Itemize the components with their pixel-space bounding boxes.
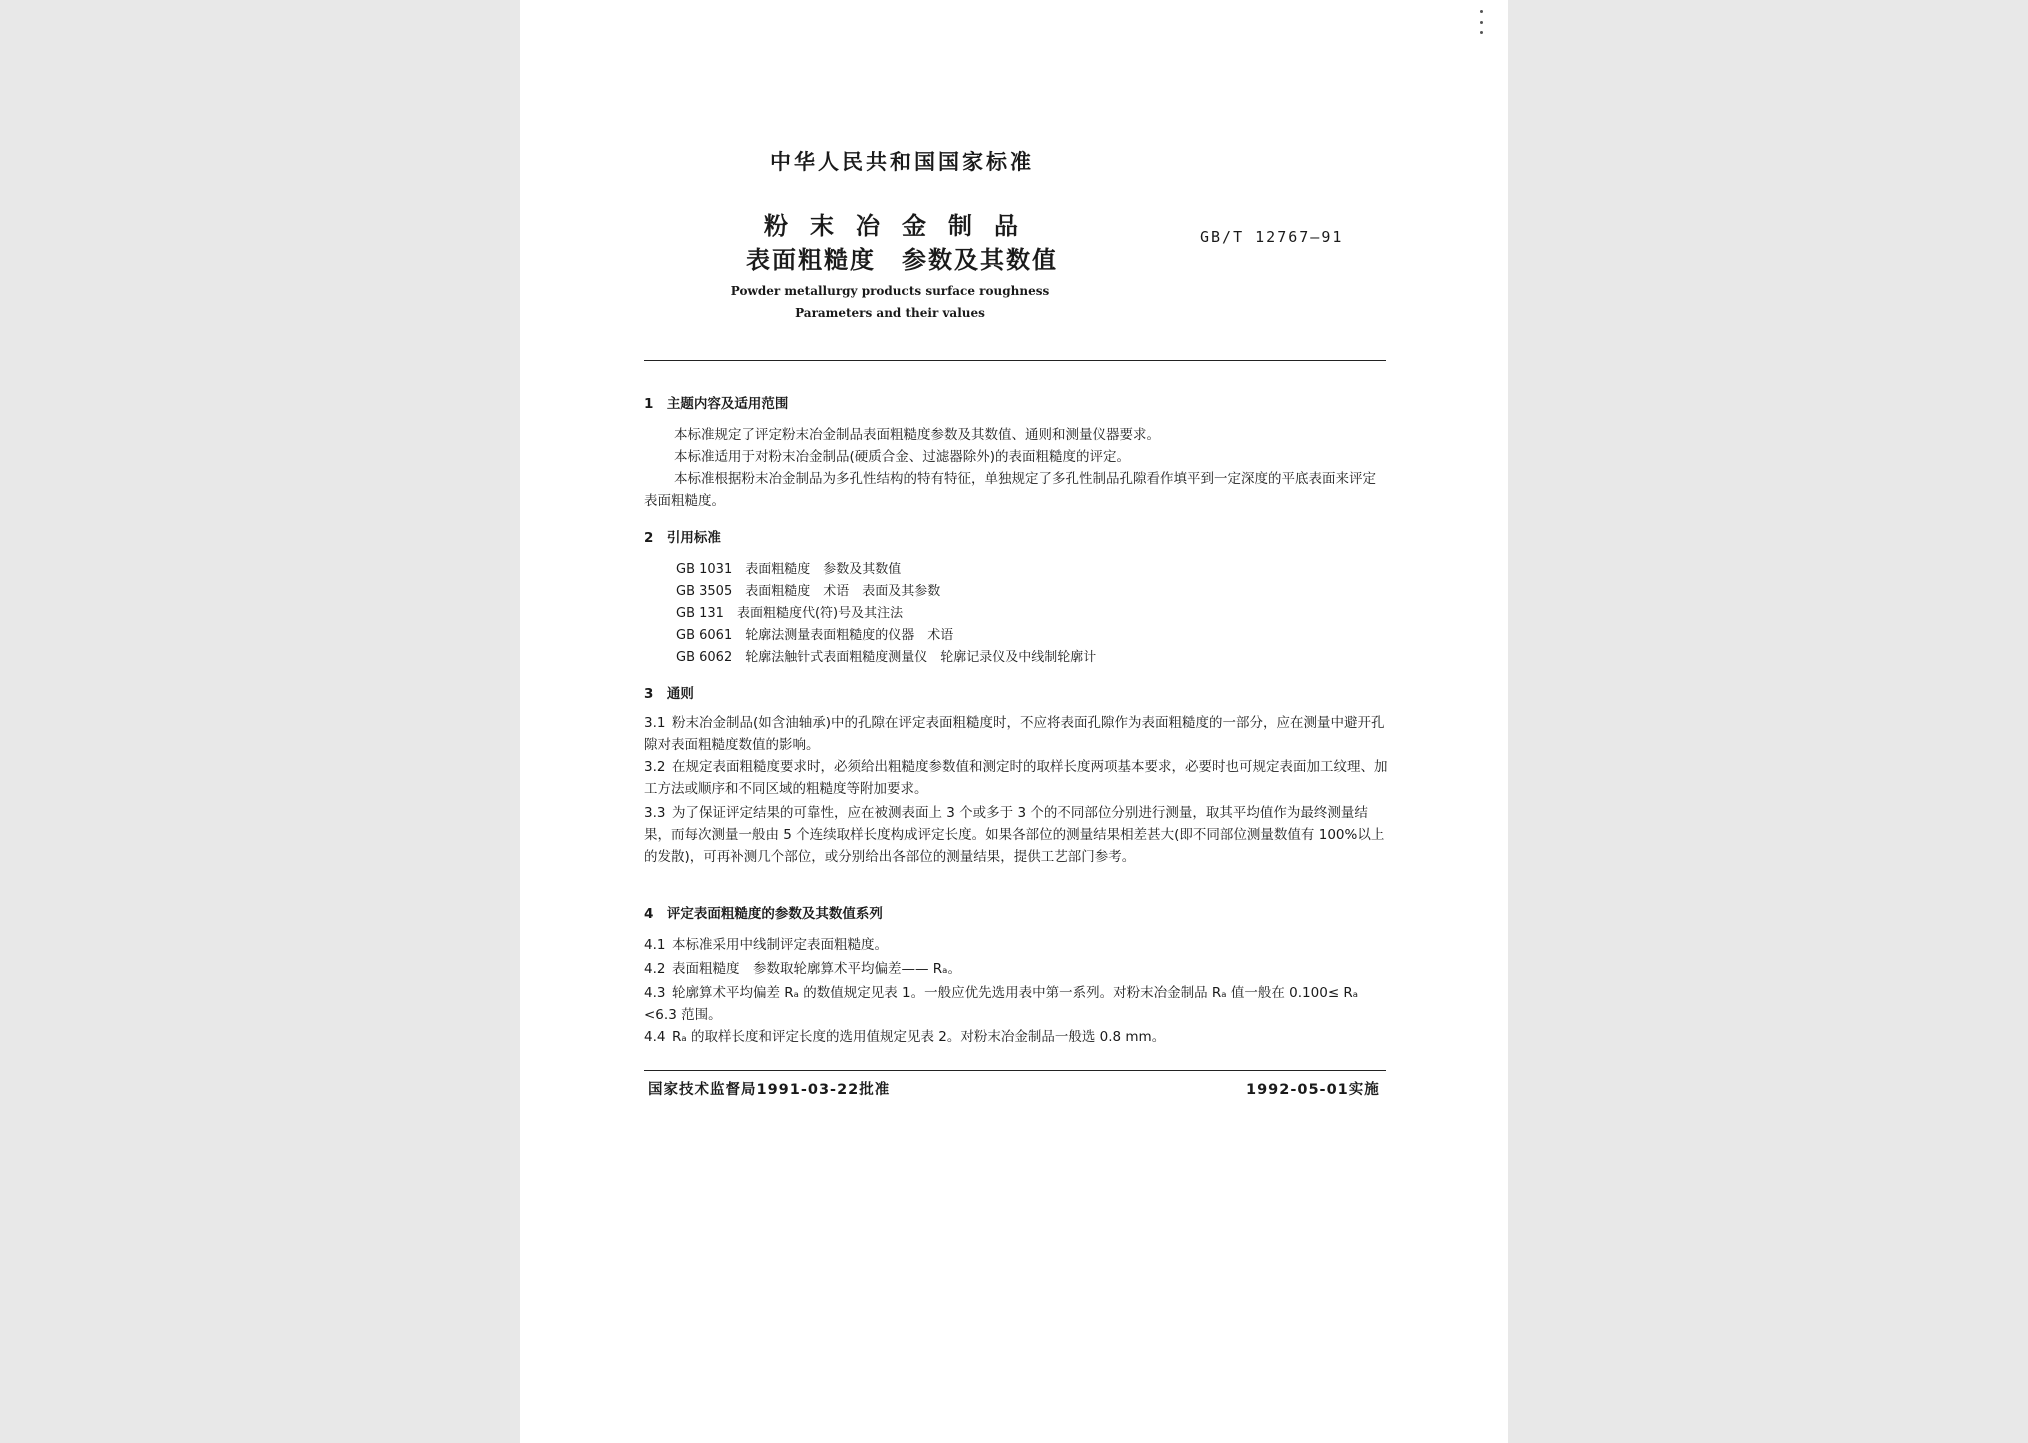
- section-4-heading: 4 评定表面粗糙度的参数及其数值系列: [644, 906, 883, 922]
- clause-4-2: [644, 958, 1388, 980]
- english-title-line1: Powder metallurgy products surface roughness: [730, 284, 1050, 298]
- approval-date: 国家技术监督局1991-03-22批准: [648, 1082, 891, 1098]
- clause-4-4: [644, 1026, 1388, 1048]
- section-1-paragraph-1: 本标准规定了评定粉末冶金制品表面粗糙度参数及其数值、通则和测量仪器要求。: [674, 427, 1160, 443]
- clause-text: 为了保证评定结果的可靠性，应在被测表面上 3 个或多于 3 个的不同部位分别进行测量，取其平均值作为最终测量结果，而每次测量一般由 5 个连续取样长度构成评定长度。如果各部位的测量结果相差甚大(即不同部位测量数值有 100%以上的发散)，可再补测几个部位，或分别给出各部位的测量结果，提供工艺部门参考。: [644, 805, 1385, 865]
- clause-number: 3.2: [644, 759, 666, 775]
- clause-3-2: [644, 756, 1388, 800]
- section-1-heading: 1 主题内容及适用范围: [644, 396, 789, 412]
- clause-text: 表面粗糙度 参数取轮廓算术平均偏差—— Rₐ。: [672, 961, 961, 977]
- clause-number: 3.3: [644, 805, 666, 821]
- reference-item: GB 1031 表面粗糙度 参数及其数值: [676, 562, 902, 577]
- clause-3-3: [644, 802, 1388, 868]
- footer-divider: [644, 1070, 1386, 1071]
- reference-item: GB 6061 轮廓法测量表面粗糙度的仪器 术语: [676, 628, 954, 643]
- clause-number: 3.1: [644, 715, 666, 731]
- clause-number: 4.4: [644, 1029, 666, 1045]
- english-title-line2: Parameters and their values: [795, 306, 985, 320]
- section-3-heading: 3 通则: [644, 686, 694, 702]
- header-divider: [644, 360, 1386, 361]
- more-options-icon[interactable]: [1474, 10, 1488, 34]
- standard-number: GB/T 12767—91: [1200, 228, 1344, 246]
- implementation-date: 1992-05-01实施: [1246, 1082, 1380, 1098]
- clause-4-1: [644, 934, 1388, 956]
- section-1-paragraph-3: 本标准根据粉末冶金制品为多孔性结构的特有特征，单独规定了多孔性制品孔隙看作填平到一定深度的平底表面来评定表面粗糙度。: [644, 471, 1376, 509]
- clause-4-3: [644, 982, 1388, 1026]
- reference-item: GB 131 表面粗糙度代(符)号及其注法: [676, 606, 904, 621]
- document-title-line1: 粉末冶金制品: [764, 212, 1040, 240]
- section-2-heading: 2 引用标准: [644, 530, 721, 546]
- national-standard-header: 中华人民共和国国家标准: [770, 150, 1034, 174]
- clause-text: 轮廓算术平均偏差 Rₐ 的数值规定见表 1。一般应优先选用表中第一系列。对粉末冶金制品 Rₐ 值一般在 0.100≤ Rₐ <6.3 范围。: [644, 985, 1359, 1023]
- clause-text: 本标准采用中线制评定表面粗糙度。: [672, 937, 888, 953]
- clause-3-1: [644, 712, 1388, 756]
- section-1-paragraph-2: 本标准适用于对粉末冶金制品(硬质合金、过滤器除外)的表面粗糙度的评定。: [674, 449, 1131, 465]
- reference-item: GB 3505 表面粗糙度 术语 表面及其参数: [676, 584, 941, 599]
- clause-number: 4.1: [644, 937, 666, 953]
- document-page: [520, 0, 1508, 1443]
- clause-number: 4.2: [644, 961, 666, 977]
- document-title-line2: 表面粗糙度 参数及其数值: [746, 246, 1058, 274]
- clause-text: Rₐ 的取样长度和评定长度的选用值规定见表 2。对粉末冶金制品一般选 0.8 mm。: [672, 1029, 1166, 1045]
- reference-item: GB 6062 轮廓法触针式表面粗糙度测量仪 轮廓记录仪及中线制轮廓计: [676, 650, 1097, 665]
- clause-text: 粉末冶金制品(如含油轴承)中的孔隙在评定表面粗糙度时，不应将表面孔隙作为表面粗糙度的一部分，应在测量中避开孔隙对表面粗糙度数值的影响。: [644, 715, 1385, 753]
- clause-text: 在规定表面粗糙度要求时，必须给出粗糙度参数值和测定时的取样长度两项基本要求，必要时也可规定表面加工纹理、加工方法或顺序和不同区域的粗糙度等附加要求。: [644, 759, 1388, 797]
- clause-number: 4.3: [644, 985, 666, 1001]
